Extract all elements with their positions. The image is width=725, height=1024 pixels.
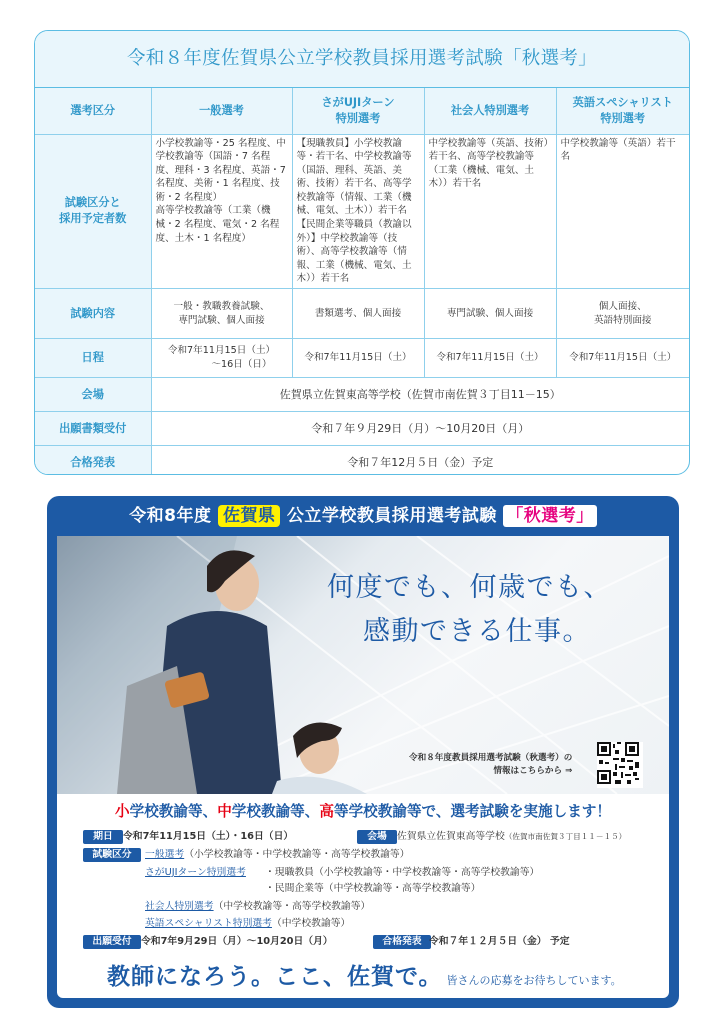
qr-code-icon[interactable]: [597, 742, 643, 788]
saga-highlight: 佐賀県: [218, 505, 281, 527]
label-venue: 会場: [357, 830, 397, 844]
row-label-result: 合格発表: [35, 446, 151, 475]
label-date: 期日: [83, 830, 123, 844]
poster-title: 令和8年度 佐賀県 公立学校教員採用選考試験 「秋選考」: [47, 496, 679, 536]
selection-table: [35, 88, 689, 475]
category-uji-detail-2: ・民間企業等（中学校教諭等・高等学校教諭等）: [265, 883, 481, 894]
header-uji: さがUJIターン 特別選考: [292, 88, 424, 134]
qr-caption: 令和８年度教員採用選考試験（秋選考）の 情報はこちらから ⇒: [409, 753, 573, 776]
cell-schedule-general: 令和7年11月15日（土） ～16日（日）: [151, 339, 292, 378]
row-label-application: 出願書類受付: [35, 412, 151, 446]
label-application: 出願受付: [83, 935, 141, 949]
category-shakaijin: 社会人特別選考（中学校教諭等・高等学校教諭等）: [145, 901, 371, 912]
cell-content-shakaijin: 専門試験、個人面接: [424, 289, 556, 339]
aki-highlight: 「秋選考」: [503, 505, 597, 527]
cell-content-eigo: 個人面接、 英語特別面接: [556, 289, 689, 339]
header-eigo: 英語スペシャリスト 特別選考: [556, 88, 689, 134]
table-row-application: [35, 412, 689, 446]
cell-schedule-shakaijin: 令和7年11月15日（土）: [424, 339, 556, 378]
venue-address: （佐賀市南佐賀３丁目１１－１５）: [504, 832, 627, 841]
cell-application: 令和７年９月29日（月）～10月20日（月）: [151, 412, 689, 446]
table-row-quota: [35, 134, 689, 289]
poster-headline: 小学校教諭等、中学校教諭等、高等学校教諭等で、選考試験を実施します！: [115, 803, 611, 820]
row-label-quota: 試験区分と 採用予定者数: [35, 134, 151, 289]
poster-slogan: 何度でも、何歳でも、 感動できる仕事。: [327, 572, 612, 647]
category-eigo: 英語スペシャリスト特別選考（中学校教諭等）: [145, 918, 351, 929]
label-result: 合格発表: [373, 935, 431, 949]
header-category: 選考区分: [35, 88, 151, 134]
table-row-content: [35, 289, 689, 339]
category-uji: さがUJIターン特別選考: [145, 867, 246, 878]
row-label-venue: 会場: [35, 378, 151, 412]
result-value: 令和７年１２月５日（金） 予定: [429, 936, 570, 947]
application-value: 令和7年9月29日（月）～10月20日（月）: [141, 936, 333, 947]
closing-message: [107, 958, 622, 991]
cell-content-general: 一般・教職教養試験、 専門試験、個人面接: [151, 289, 292, 339]
cell-schedule-eigo: 令和7年11月15日（土）: [556, 339, 689, 378]
cell-quota-eigo: 中学校教諭等（英語）若干名: [556, 134, 689, 289]
category-general: 一般選考（小学校教諭等・中学校教諭等・高等学校教諭等）: [145, 849, 410, 860]
poster-photo: [57, 536, 669, 794]
table-header-row: [35, 88, 689, 134]
cell-venue: 佐賀県立佐賀東高等学校（佐賀市南佐賀３丁目11－15）: [151, 378, 689, 412]
header-shakaijin: 社会人特別選考: [424, 88, 556, 134]
poster-info-panel: [57, 794, 669, 998]
table-title: 令和８年度佐賀県公立学校教員採用選考試験「秋選考」: [35, 31, 689, 88]
cell-content-uji: 書類選考、個人面接: [292, 289, 424, 339]
category-uji-detail-1: ・現職教員（小学校教諭等・中学校教諭等・高等学校教諭等）: [265, 867, 540, 878]
label-category: 試験区分: [83, 848, 141, 862]
table-row-result: [35, 446, 689, 475]
table-row-schedule: [35, 339, 689, 378]
table-row-venue: [35, 378, 689, 412]
cell-schedule-uji: 令和7年11月15日（土）: [292, 339, 424, 378]
selection-table-card: [34, 30, 690, 475]
cell-quota-general: 小学校教諭等・25 名程度、中学校教諭等（国語・7 名程度、理科・3 名程度、英語・7 名程度、美術・1 名程度、技術・2 名程度） 高等学校教諭等（工業（機械・2 名程度、電気・2 名程度、土木・1 名程度）: [151, 134, 292, 289]
cell-quota-uji: 【現職教員】小学校教諭等・若干名、中学校教諭等（国語、理科、英語、美術、技術）若干名、高等学校教諭等（情報、工業（機械、電気、土木））若干名 【民間企業等職員（教諭以外）】中学校教諭等（技術）、高等学校教諭等（情報、工業（機械、電気、土木））若干名: [292, 134, 424, 289]
date-value: 令和7年11月15日（土）・16日（日）: [123, 831, 294, 842]
row-label-content: 試験内容: [35, 289, 151, 339]
cell-result: 令和７年12月５日（金）予定: [151, 446, 689, 475]
closing-small: 皆さんの応募をお待ちしています。: [446, 974, 622, 987]
header-general: 一般選考: [151, 88, 292, 134]
recruitment-poster: [47, 496, 679, 1008]
cell-quota-shakaijin: 中学校教諭等（英語、技術）若干名、高等学校教諭等（工業（機械、電気、土木））若干名: [424, 134, 556, 289]
row-label-schedule: 日程: [35, 339, 151, 378]
venue-value: 佐賀県立佐賀東高等学校（佐賀市南佐賀３丁目１１－１５）: [397, 831, 627, 842]
closing-big: 教師になろう。ここ、佐賀で。: [107, 963, 443, 990]
